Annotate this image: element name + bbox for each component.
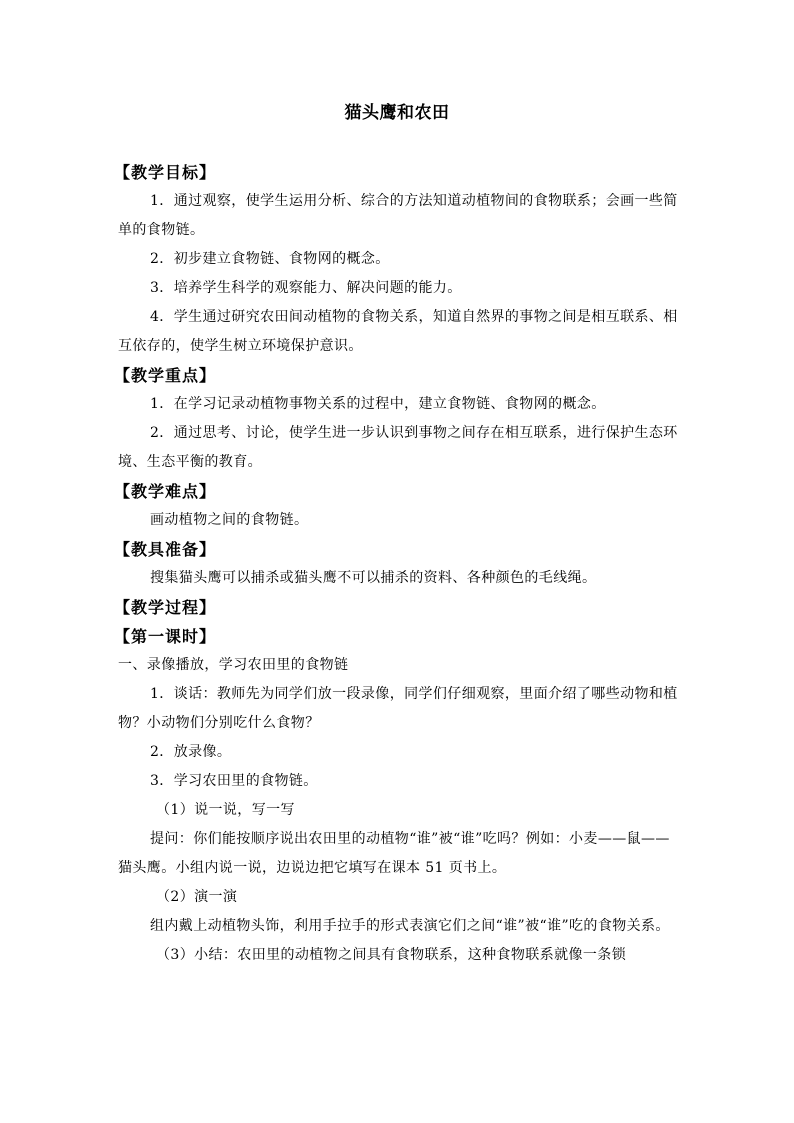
objective-item-2: 2．初步建立食物链、食物网的概念。 — [150, 251, 390, 267]
objectives-heading: 【教学目标】 — [114, 163, 217, 182]
lesson1-sub2-title: （2）演一演 — [156, 889, 238, 905]
page-title: 猫头鹰和农田 — [344, 103, 450, 123]
materials-text: 搜集猫头鹰可以捕杀或猫头鹰不可以捕杀的资料、各种颜色的毛线绳。 — [150, 570, 597, 586]
objective-item-4: 4．学生通过研究农田间动植物的食物关系，知道自然界的事物之间是相互联系、相互依存的，使学生树立环境保护意识。 — [118, 309, 678, 354]
key-point-item-1: 1．在学习记录动植物事物关系的过程中，建立食物链、食物网的概念。 — [150, 396, 606, 412]
objective-item-3: 3．培养学生科学的观察能力、解决问题的能力。 — [150, 280, 462, 296]
difficulties-heading: 【教学难点】 — [114, 482, 217, 501]
lesson1-sub2-text: 组内戴上动植物头饰，利用手拉手的形式表演它们之间“谁”被“谁”吃的食物关系。 — [150, 918, 670, 934]
process-heading: 【教学过程】 — [114, 598, 217, 617]
materials-heading: 【教具准备】 — [114, 540, 217, 559]
objective-item-1: 1．通过观察，使学生运用分析、综合的方法知道动植物间的食物联系；会画一些简单的食物链。 — [118, 193, 678, 238]
lesson1-item-2: 2．放录像。 — [150, 744, 232, 760]
lesson1-sub3-text: （3）小结：农田里的动植物之间具有食物联系，这种食物联系就像一条锁 — [156, 947, 627, 963]
lesson1-section1: 一、录像播放，学习农田里的食物链 — [118, 657, 349, 673]
lesson1-item-1: 1．谈话：教师先为同学们放一段录像，同学们仔细观察，里面介绍了哪些动物和植物？小动物们分别吃什么食物？ — [118, 686, 678, 731]
lesson1-sub1-title: （1）说一说，写一写 — [156, 802, 295, 818]
document-body — [114, 158, 678, 970]
key-points-heading: 【教学重点】 — [114, 366, 217, 385]
lesson1-item-3: 3．学习农田里的食物链。 — [150, 773, 318, 789]
key-point-item-2: 2．通过思考、讨论，使学生进一步认识到事物之间存在相互联系，进行保护生态环境、生态平衡的教育。 — [118, 425, 678, 470]
difficulties-text: 画动植物之间的食物链。 — [150, 512, 309, 528]
lesson1-heading: 【第一课时】 — [114, 627, 217, 646]
lesson1-sub1-text: 提问：你们能按顺序说出农田里的动植物“谁”被“谁”吃吗？例如：小麦——鼠——猫头鹰。小组内说一说，边说边把它填写在课本 51 页书上。 — [118, 831, 670, 876]
